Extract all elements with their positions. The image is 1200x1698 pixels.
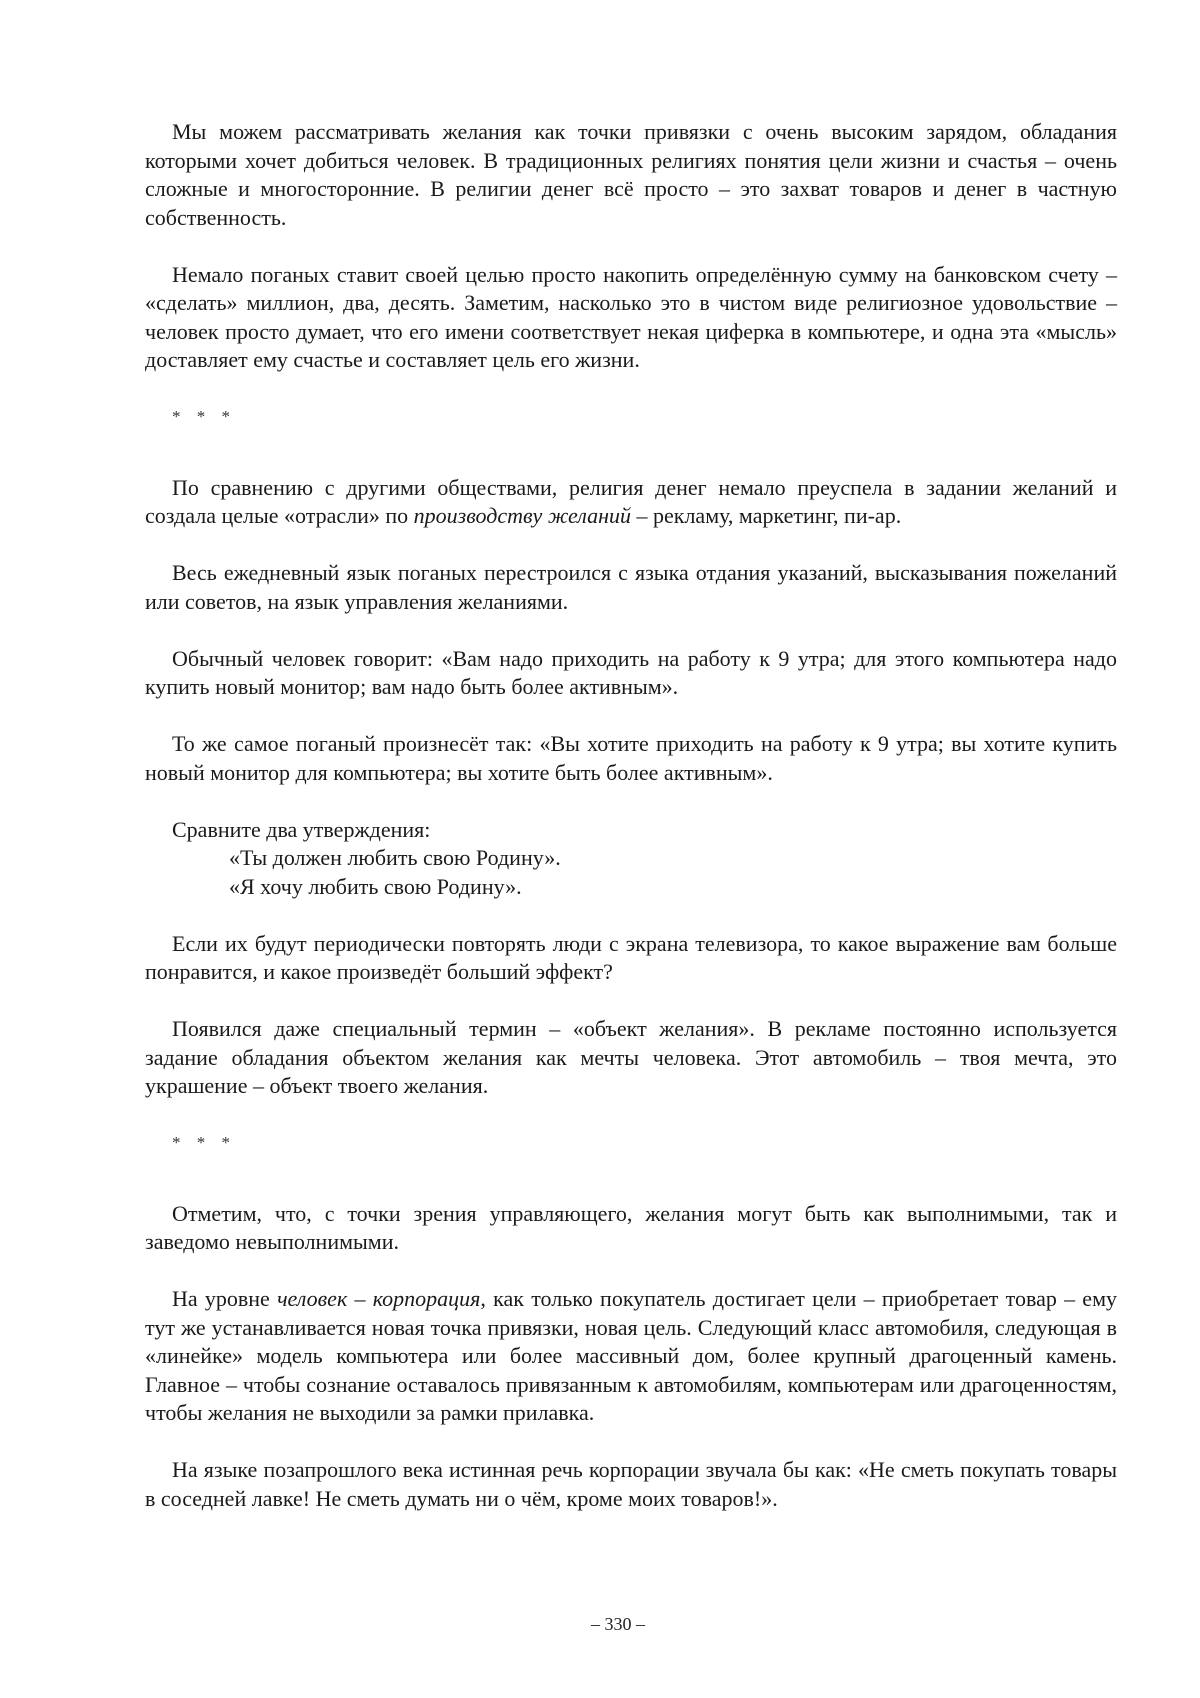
- paragraph-person-corporation: [145, 1285, 1117, 1428]
- section-separator: * * *: [172, 407, 236, 426]
- italic-phrase: производству желаний: [413, 503, 631, 528]
- text-run: – рекламу, маркетинг, пи-ар.: [631, 503, 902, 528]
- paragraph-corporation-speech: На языке позапрошлого века истинная речь корпорации звучала бы как: «Не сметь покупать товары в соседней лавке! Не сметь думать ни о чём, кроме моих товаров!».: [145, 1457, 1117, 1511]
- paragraph-desires-as-anchors: Мы можем рассматривать желания как точки привязки с очень высоким зарядом, обладания которыми хочет добиться человек. В традиционных религиях понятия цели жизни и счастья – очень сложные и многосторонние. В религии денег всё просто – это захват товаров и денег в частную собственность.: [145, 119, 1117, 230]
- quote-want-to-love: «Я хочу любить свою Родину».: [229, 873, 522, 899]
- paragraph-object-of-desire: Появился даже специальный термин – «объект желания». В рекламе постоянно используется задание обладания объектом желания как мечты человека. Этот автомобиль – твоя мечта, это украшение – объект твоего желания.: [145, 1016, 1117, 1098]
- text-run: По сравнению с другими обществами, религия денег немало преуспела в задании желаний и создала целые «отрасли» по: [145, 474, 1117, 528]
- paragraph-achievable-desires: Отметим, что, с точки зрения управляющего, желания могут быть как выполнимыми, так и заведомо невыполнимыми.: [145, 1200, 1117, 1254]
- paragraph-ordinary-person: Обычный человек говорит: «Вам надо приходить на работу к 9 утра; для этого компьютера надо купить новый монитор; вам надо быть более активным».: [145, 645, 1117, 699]
- comparison-intro: Сравните два утверждения:: [172, 816, 431, 842]
- text-run: На уровне: [172, 1286, 278, 1311]
- italic-phrase: человек – корпорация: [277, 1286, 481, 1311]
- paragraph-production-of-desires: [145, 474, 1117, 531]
- document-page: [145, 118, 1117, 1542]
- paragraph-everyday-language: Весь ежедневный язык поганых перестроился с языка отдания указаний, высказывания пожеланий или советов, на язык управления желаниями.: [145, 560, 1117, 614]
- quote-must-love: «Ты должен любить свою Родину».: [229, 845, 561, 870]
- text-run: , как только покупатель достигает цели – приобретает товар – ему тут же устанавливается новая точка привязки, новая цель. Следующий класс автомобиля, следующая в «линейке» модель компьютера или более массивный дом, более крупный драгоценный камень. Главное – чтобы сознание оставалось привязанным к автомобилям, компьютерам или драгоценностям, чтобы желания не выходили за рамки прилавка.: [145, 1286, 1117, 1425]
- page-number: – 330 –: [591, 1614, 645, 1634]
- paragraph-pagan-phrasing: То же самое поганый произнесёт так: «Вы хотите приходить на работу к 9 утра; вы хотите купить новый монитор для компьютера; вы хотите быть более активным».: [145, 731, 1117, 785]
- paragraph-bank-account-goal: Немало поганых ставит своей целью просто накопить определённую сумму на банковском счету – «сделать» миллион, два, десять. Заметим, насколько это в чистом виде религиозное удовольствие – человек просто думает, что его имени соответствует некая циферка в компьютере, и одна эта «мысль» доставляет ему счастье и составляет цель его жизни.: [145, 261, 1117, 372]
- section-separator: * * *: [172, 1133, 236, 1152]
- comparison-block: [145, 816, 1117, 902]
- paragraph-tv-repetition: Если их будут периодически повторять люди с экрана телевизора, то какое выражение вам больше понравится, и какое произведёт больший эффект?: [145, 930, 1117, 984]
